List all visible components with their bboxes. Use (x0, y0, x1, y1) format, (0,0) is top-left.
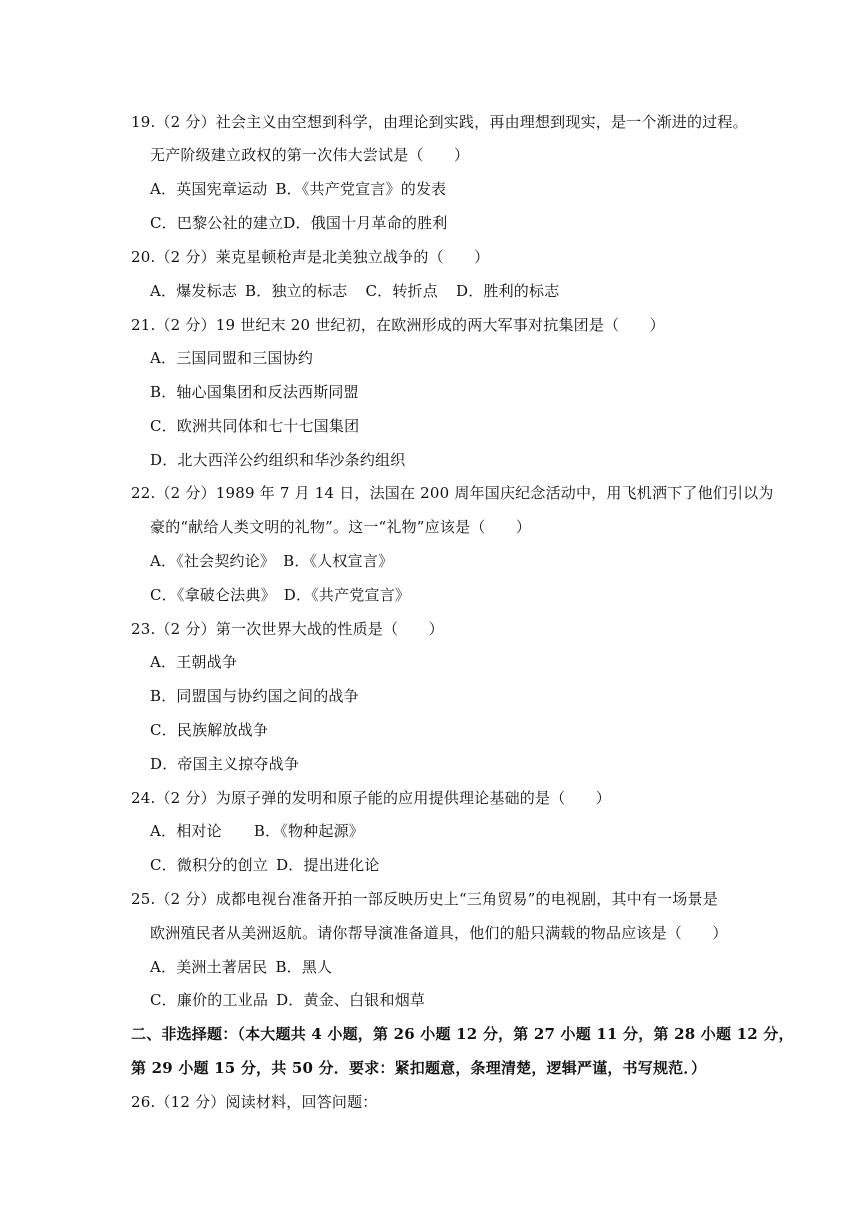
question-21-stem: 21.（2 分）19 世纪末 20 世纪初，在欧洲形成的两大军事对抗集团是（ ） (131, 316, 665, 334)
question-22-stem-line-1: 22.（2 分）1989 年 7 月 14 日，法国在 200 周年国庆纪念活动中，用飞机洒下了他们引以为 (131, 484, 774, 502)
question-22-options-row-1 (150, 551, 393, 571)
question-23-option-b: B．同盟国与协约国之间的战争 (150, 687, 359, 705)
option-d: D．胜利的标志 (455, 282, 560, 300)
option-d: D．提出进化论 (276, 856, 380, 874)
option-b: B．《人权宣言》 (283, 552, 394, 570)
question-20-options-row-1 (150, 281, 559, 301)
option-c: C．巴黎公社的建立 (150, 214, 284, 232)
question-24-options-row-1 (150, 821, 364, 841)
option-b: B．独立的标志 (245, 282, 348, 300)
option-b: B．黑人 (275, 958, 333, 976)
question-21-option-b: B．轴心国集团和反法西斯同盟 (150, 383, 359, 401)
question-23-option-d: D．帝国主义掠夺战争 (150, 755, 300, 773)
option-a: A．爆发标志 (150, 282, 238, 300)
option-a: A．相对论 (150, 822, 222, 840)
question-25-stem-line-1: 25.（2 分）成都电视台准备开拍一部反映历史上“三角贸易”的电视剧，其中有一场景是 (131, 890, 718, 908)
question-25-stem-line-2: 欧洲殖民者从美洲返航。请你帮导演准备道具，他们的船只满载的物品应该是（ ） (150, 924, 728, 942)
option-d: D．《共产党宣言》 (283, 586, 411, 604)
question-21-option-d: D．北大西洋公约组织和华沙条约组织 (150, 451, 406, 469)
option-a: A．英国宪章运动 (150, 180, 268, 198)
option-d: D．俄国十月革命的胜利 (283, 214, 448, 232)
question-25-options-row-1 (150, 957, 332, 977)
section-heading-line-2: 第 29 小题 15 分，共 50 分．要求：紧扣题意，条理清楚，逻辑严谨，书写规范．） (131, 1059, 707, 1077)
question-21-option-c: C．欧洲共同体和七十七国集团 (150, 417, 360, 435)
option-c: C．微积分的创立 (150, 856, 269, 874)
option-a: A．美洲土著居民 (150, 958, 268, 976)
option-c: C．《拿破仑法典》 (150, 586, 276, 604)
question-22-stem-line-2: 豪的“献给人类文明的礼物”。这一“礼物”应该是（ ） (150, 518, 532, 536)
option-c: C．廉价的工业品 (150, 991, 269, 1009)
question-19-options-row-2 (150, 213, 448, 233)
question-23-stem: 23.（2 分）第一次世界大战的性质是（ ） (131, 620, 444, 638)
option-b: B．《物种起源》 (253, 822, 364, 840)
question-20-stem: 20.（2 分）莱克星顿枪声是北美独立战争的（ ） (131, 248, 490, 266)
question-19-stem-line-1: 19.（2 分）社会主义由空想到科学，由理论到实践，再由理想到现实，是一个渐进的过程。 (131, 113, 748, 131)
question-23-option-a: A．王朝战争 (150, 653, 238, 671)
question-23-option-c: C．民族解放战争 (150, 721, 269, 739)
question-22-options-row-2 (150, 585, 410, 605)
question-25-options-row-2 (150, 990, 425, 1010)
question-21-option-a: A．三国同盟和三国协约 (150, 349, 314, 367)
option-c: C．转折点 (365, 282, 438, 300)
question-19-stem-line-2: 无产阶级建立政权的第一次伟大尝试是（ ） (150, 146, 470, 164)
question-26-stem: 26.（12 分）阅读材料，回答问题： (131, 1093, 378, 1111)
question-24-options-row-2 (150, 855, 380, 875)
option-b: B．《共产党宣言》的发表 (275, 180, 447, 198)
section-heading-line-1: 二、非选择题：（本大题共 4 小题，第 26 小题 12 分，第 27 小题 11 分，第 28 小题 12 分， (131, 1025, 794, 1043)
question-24-stem: 24.（2 分）为原子弹的发明和原子能的应用提供理论基础的是（ ） (131, 789, 611, 807)
question-19-options-row-1 (150, 179, 446, 199)
option-a: A．《社会契约论》 (150, 552, 276, 570)
option-d: D．黄金、白银和烟草 (276, 991, 426, 1009)
